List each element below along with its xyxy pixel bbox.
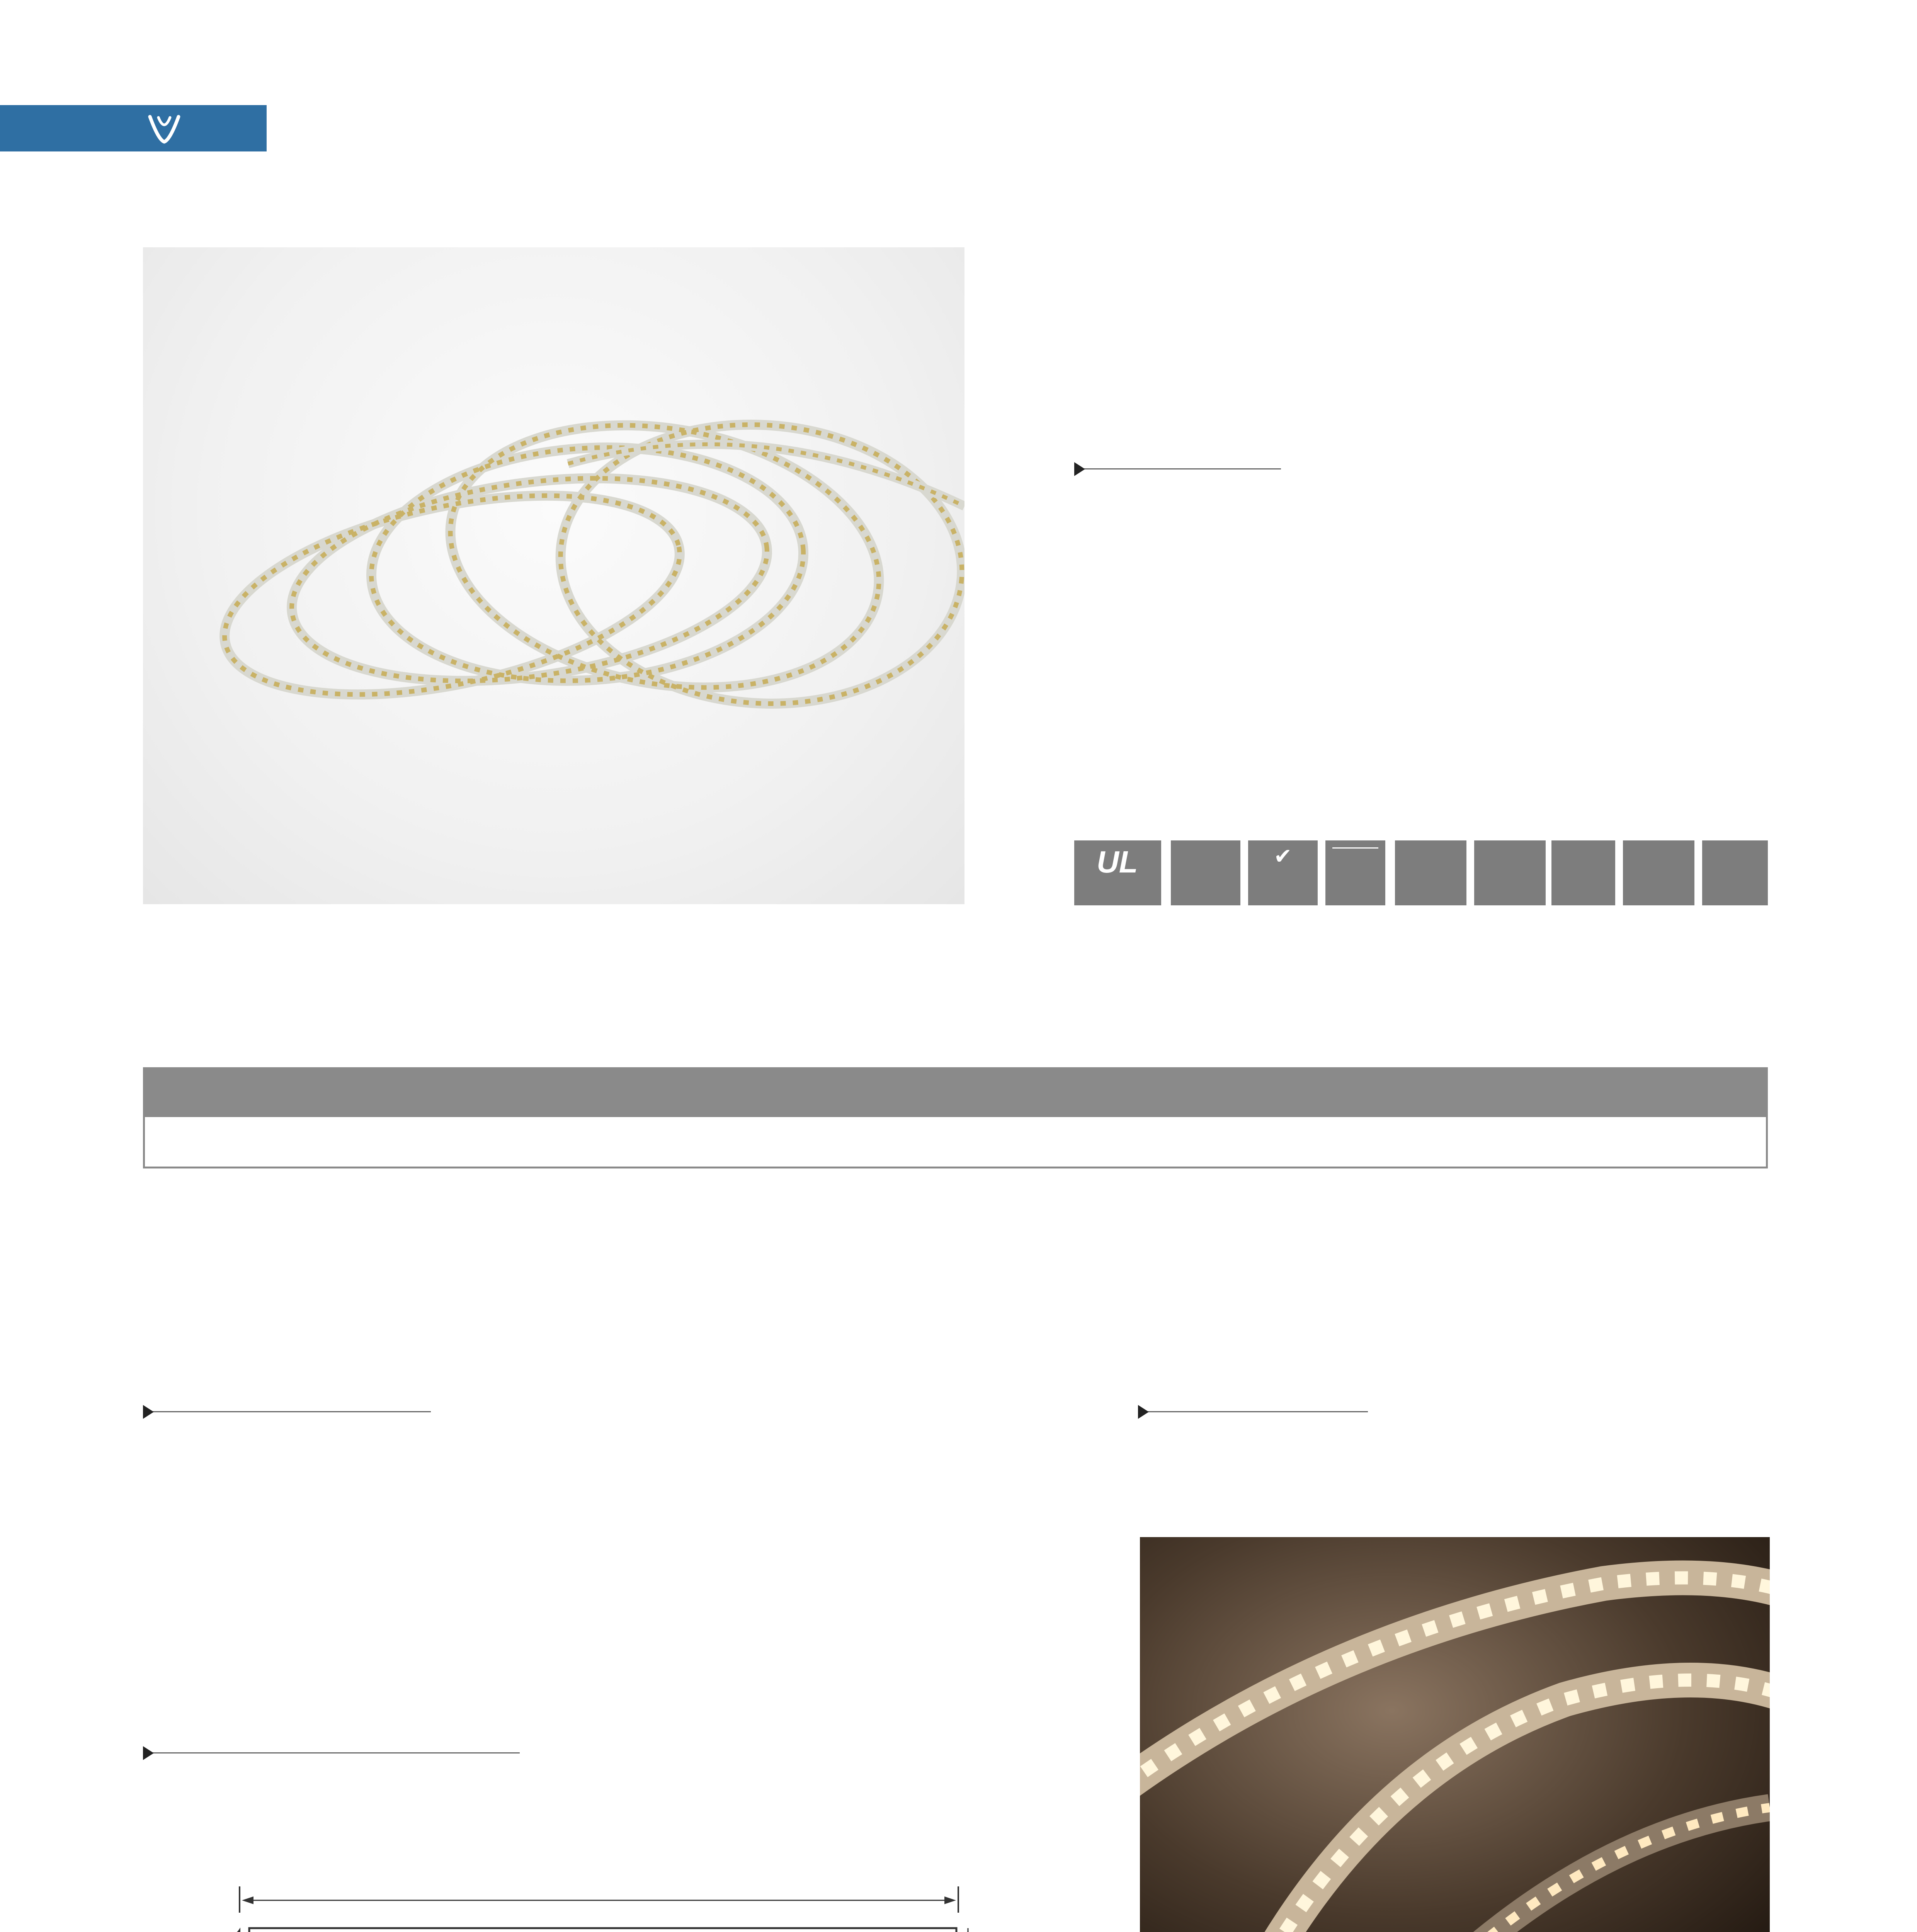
lm80-badge (1395, 840, 1466, 905)
application-arrow-icon (1138, 1405, 1149, 1419)
optional-color-underline (149, 1411, 431, 1412)
cell (972, 1117, 1135, 1168)
photoelectric-table (143, 1067, 1768, 1168)
cell (320, 1117, 483, 1168)
col-efficacy (1263, 1068, 1457, 1117)
application-photo-closeup (1140, 1537, 1770, 1932)
table-row (144, 1117, 1767, 1168)
col-size (1667, 1068, 1767, 1117)
steps-badge (1551, 840, 1615, 905)
brand-logo (139, 109, 263, 148)
col-voltage (320, 1068, 483, 1117)
ra-badge (1474, 840, 1546, 905)
warranty-badge (1702, 840, 1768, 905)
led-strip-closeup-illustration (1140, 1537, 1770, 1932)
table-header-row (144, 1068, 1767, 1117)
col-cct (1135, 1068, 1263, 1117)
ce-badge (1171, 840, 1240, 905)
ul-certification-badge: UL (1074, 840, 1161, 905)
col-led-qty (793, 1068, 972, 1117)
cct-gradient-bar (162, 1452, 429, 1468)
ip20-badge (1623, 840, 1694, 905)
cell (1135, 1117, 1263, 1168)
dimension-underline (149, 1752, 520, 1753)
dimension-arrow-icon (143, 1746, 154, 1760)
logo-mark-icon (147, 113, 182, 145)
cell (1457, 1117, 1667, 1168)
col-power (483, 1068, 630, 1117)
col-current (630, 1068, 793, 1117)
col-led-color (972, 1068, 1135, 1117)
col-product-no (144, 1068, 320, 1117)
cell (1263, 1117, 1457, 1168)
features-arrow-icon (1074, 462, 1085, 476)
cell (483, 1117, 630, 1168)
optional-color-arrow-icon (143, 1405, 154, 1419)
rohs-badge: ✔ (1248, 840, 1318, 905)
dimension-drawing (143, 1878, 1032, 1932)
features-underline (1080, 468, 1281, 469)
cell (144, 1117, 320, 1168)
col-luminous (1457, 1068, 1667, 1117)
en62471-badge (1325, 840, 1385, 905)
product-photo (143, 247, 964, 904)
application-underline (1144, 1411, 1368, 1412)
cell (630, 1117, 793, 1168)
cell (793, 1117, 972, 1168)
cell (1667, 1117, 1767, 1168)
led-strip-coil-illustration (143, 247, 964, 904)
